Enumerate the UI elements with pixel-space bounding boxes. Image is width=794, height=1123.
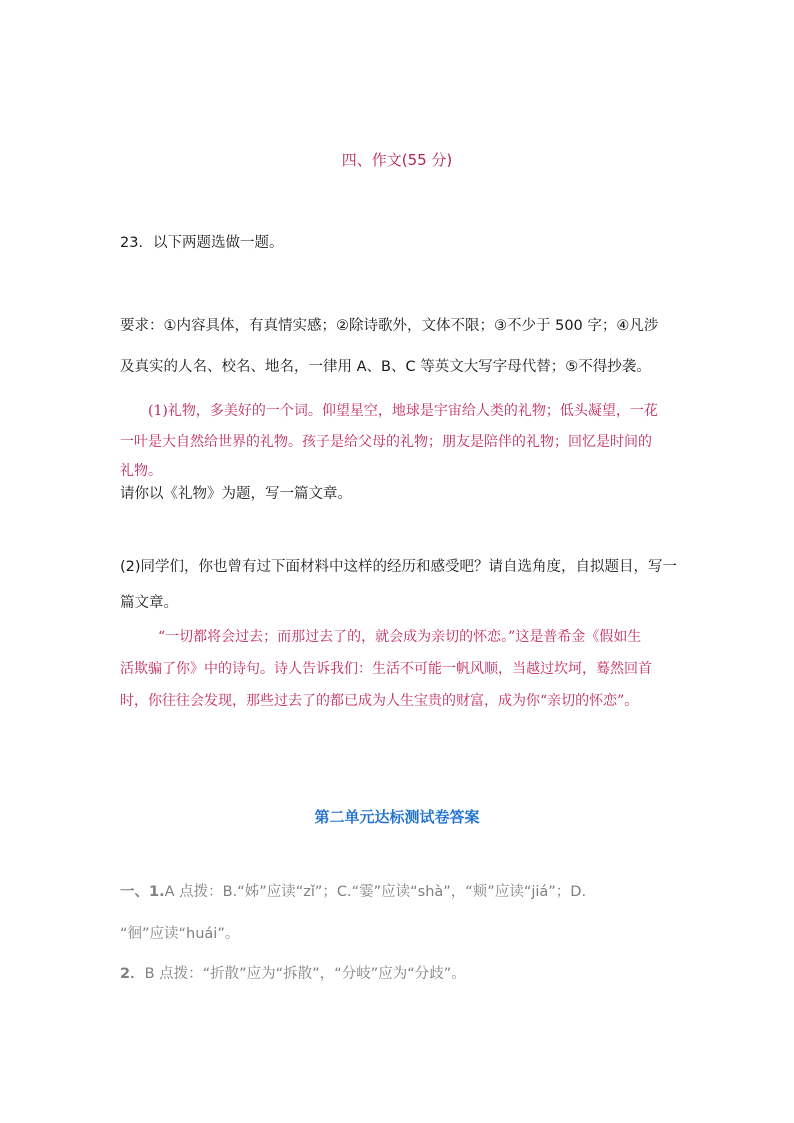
answers-title: 第二单元达标测试卷答案 bbox=[314, 808, 480, 826]
answer-2-number: 2． bbox=[120, 966, 145, 982]
material-line-2: 活欺骗了你》中的诗句。诗人告诉我们：生活不可能一帆风顺，当越过坎坷，蓦然回首 bbox=[120, 661, 652, 677]
option-2-line-1: (2)同学们，你也曾有过下面材料中这样的经历和感受吧？请自选角度，自拟题目，写一 bbox=[120, 559, 678, 575]
option-1-line-3: 礼物。 bbox=[120, 463, 162, 479]
material-line-1: “一切都将会过去；而那过去了的，就会成为亲切的怀恋。”这是普希金《假如生 bbox=[158, 629, 642, 645]
option-1-line-2: 一叶是大自然给世界的礼物。孩子是给父母的礼物；朋友是陪伴的礼物；回忆是时间的 bbox=[120, 434, 652, 450]
option-2-line-2: 篇文章。 bbox=[120, 595, 178, 611]
material-line-3: 时，你往往会发现，那些过去了的都已成为人生宝贵的财富，成为你“亲切的怀恋”。 bbox=[120, 693, 639, 709]
answer-1-number: 一、1. bbox=[120, 884, 165, 900]
option-1-task: 请你以《礼物》为题，写一篇文章。 bbox=[120, 486, 352, 502]
section-title: 四、作文(55 分) bbox=[341, 151, 453, 169]
option-1-line-1: (1)礼物，多美好的一个词。仰望星空，地球是宇宙给人类的礼物；低头凝望，一花 bbox=[148, 403, 658, 419]
question-23-intro: 23．以下两题选做一题。 bbox=[120, 235, 284, 251]
answer-1-line-1 bbox=[120, 882, 586, 902]
answer-1-line-2: “徊”应读“huái”。 bbox=[120, 926, 240, 942]
answer-1-text: A 点拨：B.“姊”应读“zǐ”；C.“霎”应读“shà”，“颊”应读“jiá”；D. bbox=[164, 884, 587, 900]
answer-2-text: B 点拨：“折散”应为“拆散”，“分岐”应为“分歧”。 bbox=[144, 966, 466, 982]
answer-2-line bbox=[120, 964, 466, 984]
requirements-line-2: 及真实的人名、校名、地名，一律用 A、B、C 等英文大写字母代替；⑤不得抄袭。 bbox=[120, 359, 651, 375]
requirements-line-1: 要求：①内容具体，有真情实感；②除诗歌外，文体不限；③不少于 500 字；④凡涉 bbox=[120, 318, 659, 334]
